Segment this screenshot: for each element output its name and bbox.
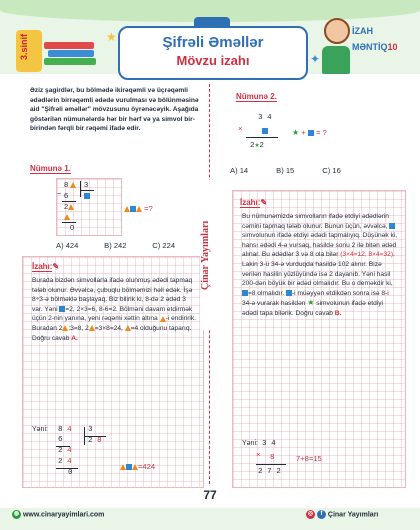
footer-site[interactable]: ◍ www.cinaryayimlari.com: [13, 511, 105, 519]
sign-bottom: MƏNTİQ10: [352, 42, 398, 52]
ex2-mult: [262, 126, 268, 135]
ex1s-r1: 6: [58, 436, 63, 444]
option-a[interactable]: A) 14: [230, 166, 249, 175]
ex1-r3: 2: [64, 202, 74, 211]
option-a[interactable]: A) 424: [56, 241, 79, 250]
explain2-yani: Yəni:: [242, 440, 258, 447]
ex2s-times: ×: [256, 450, 261, 459]
ex1s-dividend: 8 4: [58, 426, 72, 434]
page-subtitle: Mövzu izahı: [176, 53, 250, 68]
sign-top: İZAH: [352, 26, 373, 36]
explain1-yani: Yəni:: [32, 426, 48, 433]
ex1-result: =?: [124, 204, 153, 213]
ex1s-line2: [56, 468, 78, 469]
ex1-r5: 0: [70, 223, 75, 232]
ex1-quotient: [84, 191, 90, 200]
example2-options: [230, 166, 400, 175]
ex1s-quotient: 2 8: [88, 437, 102, 445]
ex1-minus: −: [57, 189, 62, 198]
option-c[interactable]: C) 16: [322, 166, 341, 175]
option-b[interactable]: B) 242: [104, 241, 127, 250]
ex1s-r2: 2 4: [58, 447, 72, 455]
explain1-label: İzahı:✎: [32, 262, 60, 271]
pencil-icon: ✎: [52, 262, 60, 271]
star-icon: ★: [106, 30, 117, 44]
facebook-icon: f: [317, 510, 326, 519]
explain2-text: Bu nümunəmizdə simvolların ifadə etdiyi ədədlərin cəmini tapmaq tələb olunur. Bunun üçün, əvvəlcə, simvolunun ifadə etdiyi ədədi tapmalıyıq. Düşünək ki, hansı ədədi 4-ə vursaq, hasildə sonu 2 ilə bitən ədəd alınar. Bu ədədlər 3 və 8 ola bilər (3×4=12, 8×4=32). Lakin 3-ü 34-ə vurduqda hasildə 102 alınır. Bizə verilən hasilin yüzlüyündə isə 2 dayanıb. Yəni hasil 200-dən böyük bir ədəd olmalıdır. Bu o deməkdir ki, =8 olmalıdır. -i müəyyən etdikdən sonra isə 8-i 34-ə vurarak hasildən ★ simvolunun ifadə etdiyi ədədi tapa bilərik. Doğru cavab B.: [242, 213, 398, 317]
explain1-text: Burada bizdən simvollarla ifadə olunmuş ədədi tapmaq tələb olunur. Əvvəlcə, çubuqlu bölməmizi həll edək. İşə 8÷3-ə bölməklə başlayaq. Biz bilirik ki, 8-də 2 ədəd 3 var. Yəni =2, 2×3=6, 8-6=2. Bölməni davam etdirmək üçün 2-nin yanına, yeni rəqəmi xəttin altına -i endiririk. Buradan 2 :3=8, 2 =3×8=24, =4 olduğunu taparıq. Doğru cavab A.: [32, 277, 196, 342]
ex1s-divisor: 3: [88, 426, 93, 434]
footer-brand[interactable]: ◎ f Çinar Yayımları: [307, 511, 379, 519]
ex1-r4: [64, 212, 70, 221]
intro-text: Əziz şagirdlər, bu bölmədə ikirəqəmli və üçrəqəmli ədədlərin birrəqəmli ədədə vurulması və bölünməsinə aid "Şifrəli əməllər" mövzusunu öyrənəcəyik. Aşağıda göstərilən nümunələrdə hər bir hərf və ya simvol bir-birindən fərqli bir rəqəmi ifadə edir.: [30, 87, 199, 133]
ex1-dividend: 8: [64, 180, 76, 189]
ex1-divisor: 3: [84, 180, 89, 189]
ex1s-result: =424: [120, 462, 155, 471]
ex2s-mult: 8: [270, 454, 275, 462]
example1-options: [56, 241, 206, 250]
ex1-r2: 6: [64, 191, 69, 200]
option-b[interactable]: B) 15: [276, 166, 295, 175]
side-brand: Çinar Yayımları: [200, 180, 220, 330]
ex1s-r3: 2 4: [58, 458, 72, 466]
example1-label: Nümunə 1.: [30, 164, 71, 173]
example2-label: Nümunə 2.: [236, 92, 277, 101]
ex2s-line: [256, 464, 286, 465]
explain2-label: İzahı:✎: [240, 198, 268, 207]
page-title: Şifrəli Əməllər: [162, 34, 264, 51]
globe-icon: ◍: [13, 511, 20, 517]
ex1-vbar: [80, 181, 81, 197]
ex2s-top: 3 4: [262, 440, 276, 448]
instagram-icon: ◎: [307, 511, 314, 517]
ex2-result: 2★2: [250, 141, 264, 150]
ex2-times: ×: [238, 124, 243, 133]
sign-board: [352, 26, 406, 66]
title-card: [118, 26, 308, 80]
books-illustration: [44, 42, 98, 72]
ex2s-res: 2 7 2: [258, 468, 281, 476]
pencil-icon: ✎: [260, 198, 268, 207]
grade-label: 3.sinif: [19, 34, 29, 61]
ex2-line: [246, 137, 278, 138]
ex1s-r4: 0: [68, 469, 73, 477]
kid-illustration: [322, 18, 350, 74]
ex2-top: 3 4: [258, 114, 272, 122]
ex2-sum: ★ + = ?: [292, 128, 327, 137]
star-icon: ✦: [310, 52, 321, 66]
grade-badge: [16, 30, 42, 72]
ex2s-sum: 7+8=15: [296, 454, 322, 463]
option-c[interactable]: C) 224: [152, 241, 176, 250]
page-number: 77: [203, 488, 217, 502]
